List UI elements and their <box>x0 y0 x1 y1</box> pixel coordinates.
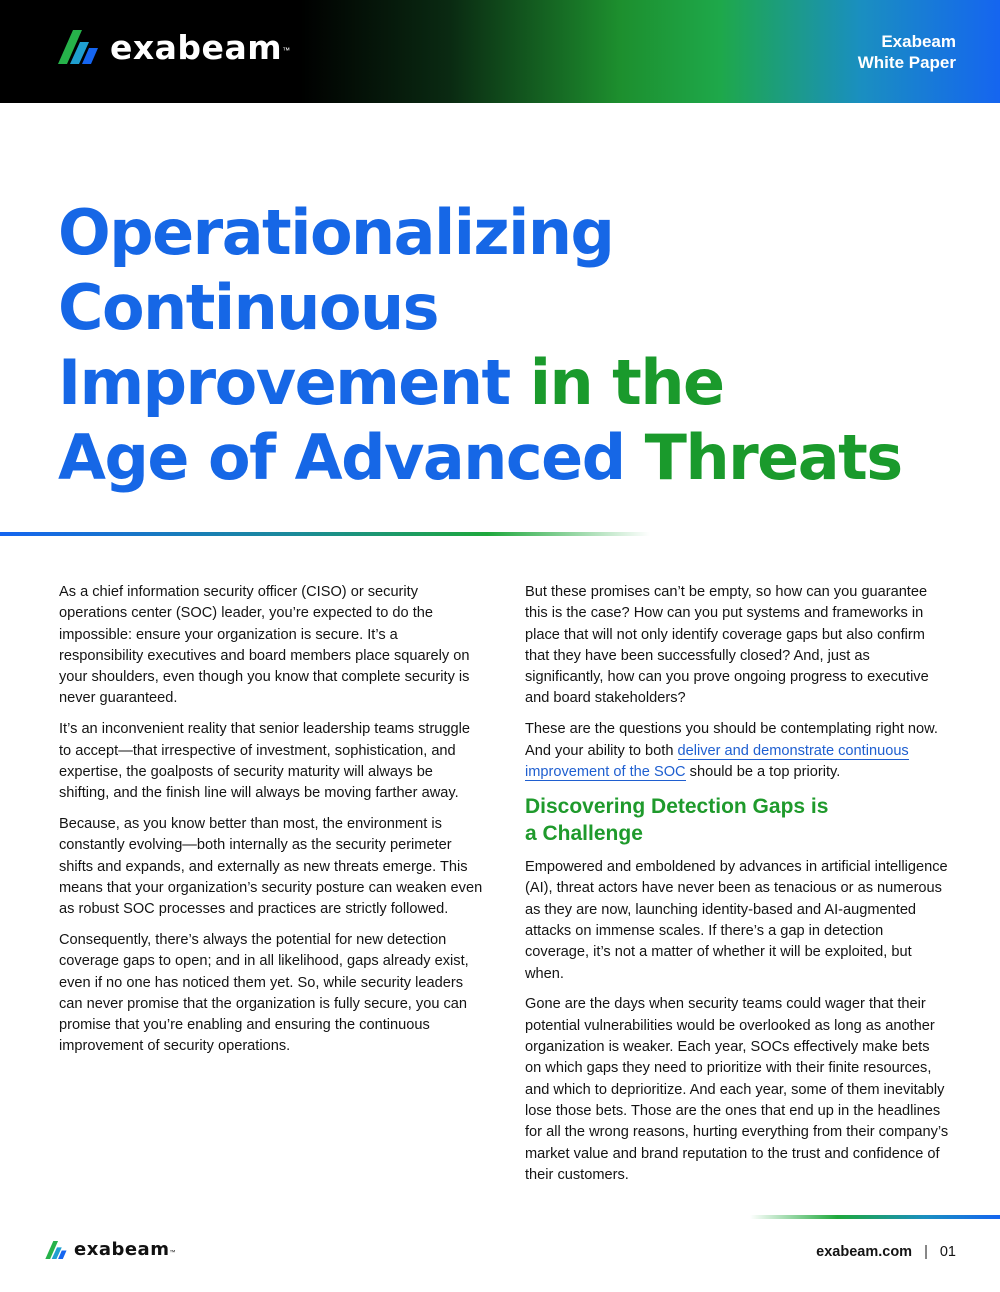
title-line-4: Age of Advanced Threats <box>58 421 902 494</box>
footer-logo-text: exabeam <box>74 1239 170 1260</box>
page-header <box>0 0 1000 103</box>
title-line-1: Operationalizing <box>58 196 614 269</box>
paragraph: Because, as you know better than most, the environment is constantly evolving—both internally as the security perimeter shifts and expands, and externally as new threats emerge. This means that your organization’s security posture can weaken even as robust SOC processes and practices are strictly followed. <box>59 815 483 918</box>
footer-logo[interactable] <box>45 1241 175 1259</box>
footer-separator: | <box>924 1244 928 1260</box>
left-column <box>59 582 483 1067</box>
tag-line-company: Exabeam <box>881 32 956 51</box>
website-link[interactable]: exabeam.com <box>816 1244 913 1260</box>
paragraph-with-link: These are the questions you should be contemplating right now. And your ability to both deliver and demonstrate continuous improvement of the SOC should be a top priority. <box>525 721 938 780</box>
right-column <box>525 582 949 1196</box>
logo-text: exabeam <box>110 27 283 67</box>
continuous-improvement-link[interactable]: deliver and demonstrate continuous improvement of the SOC <box>525 742 909 780</box>
document-type-label <box>858 31 956 73</box>
trademark-mark: ™ <box>169 1250 176 1256</box>
paragraph: As a chief information security officer (CISO) or security operations center (SOC) leader, you’re expected to do the impossible: ensure your organization is secure. It’s a responsibility executives and board members place squarely on your shoulders, even though you know that complete security is never guaranteed. <box>59 584 470 707</box>
exabeam-logo[interactable] <box>58 27 291 67</box>
section-heading: Discovering Detection Gaps is a Challenge <box>525 795 829 846</box>
title-line-2: Continuous <box>58 271 439 344</box>
trademark-mark: ™ <box>282 45 291 55</box>
title-line-3: Improvement in the <box>58 346 724 419</box>
paragraph: Gone are the days when security teams could wager that their potential vulnerabilities would be overlooked as long as another organization is weaker. Each year, SOCs effectively make bets on which gaps they need to prioritize with their finite resources, and which to deprioritize. And each year, some of them inevitably lose those bets. Those are the ones that end up in the headlines for all the wrong reasons, hurting everything from their company’s market value and brand reputation to the trust and confidence of their customers. <box>525 996 949 1183</box>
page-number: 01 <box>939 1244 956 1260</box>
paragraph: It’s an inconvenient reality that senior leadership teams struggle to accept—that irrespective of investment, sophistication, and expertise, the goalposts of security maturity will always be shifting, and the finish line will always be moving farther away. <box>59 721 471 802</box>
paragraph: But these promises can’t be empty, so how can you guarantee this is the case? How can you put systems and frameworks in place that will not only identify coverage gaps but also confirm that they have been successfully closed? And, just as significantly, how can you prove ongoing progress to executive and board stakeholders? <box>525 584 929 707</box>
paragraph: Consequently, there’s always the potential for new detection coverage gaps to open; and in all likelihood, gaps already exist, even if no one has noticed them yet. So, while security leaders can never promise that the organization is fully secure, you can promise that you’re enabling and ensuring the continuous improvement of security operations. <box>59 931 469 1055</box>
footer-meta <box>816 1244 956 1260</box>
page-title <box>58 195 958 495</box>
tag-line-type: White Paper <box>857 53 956 72</box>
footer-divider <box>750 1215 1000 1219</box>
paragraph: Empowered and emboldened by advances in artificial intelligence (AI), threat actors have never been as tenacious or as numerous as they are now, launching identity-based and AI-augmented attacks on immense scales. If there’s a gap in detection coverage, it’s not a matter of whether it will be exploited, but when. <box>525 859 948 982</box>
exabeam-logo-mark-icon <box>58 30 102 64</box>
exabeam-logo-mark-icon <box>45 1241 69 1259</box>
title-divider <box>0 532 650 536</box>
